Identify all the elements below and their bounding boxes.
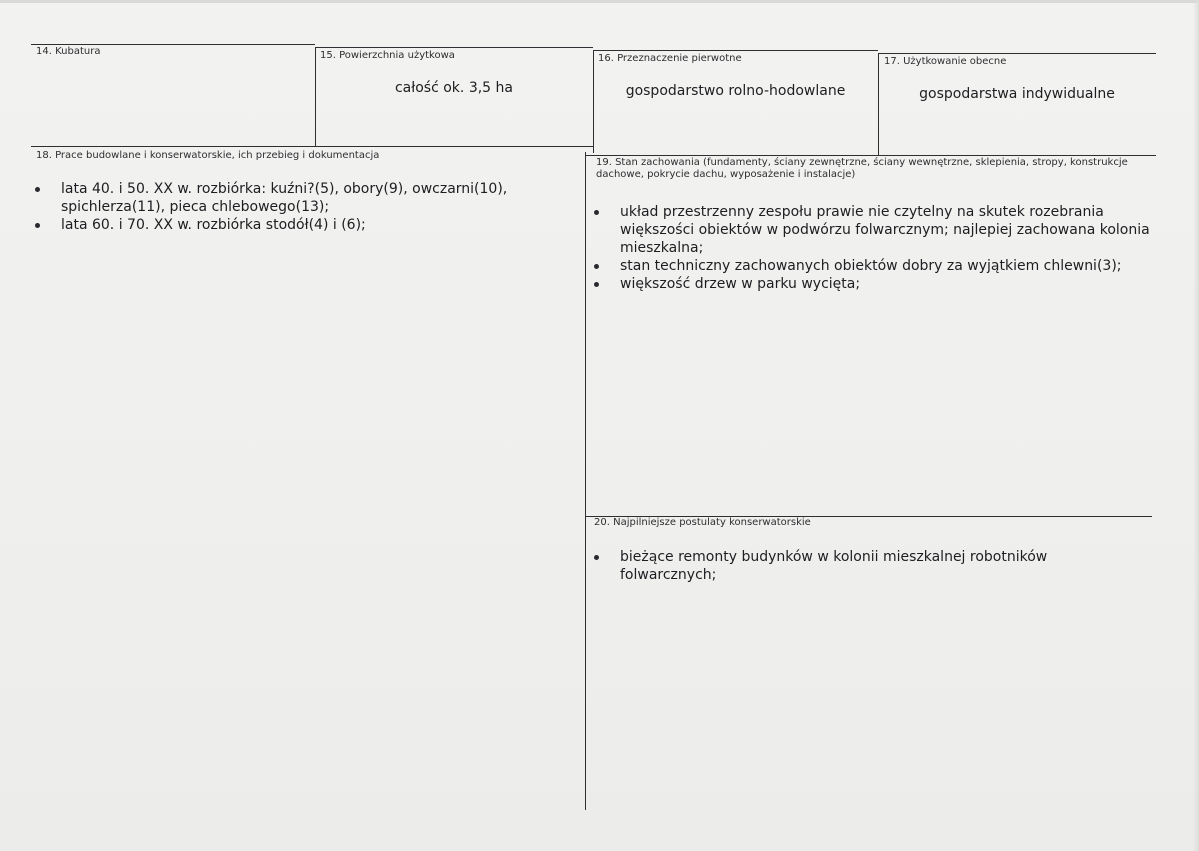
row1-top-line (31, 44, 315, 45)
field-20-label: 20. Najpilniejsze postulaty konserwatorskie (594, 517, 811, 528)
field-15-value: całość ok. 3,5 ha (394, 80, 513, 96)
list-item-text: stan techniczny zachowanych obiektów dobry za wyjątkiem chlewni(3); (620, 258, 1122, 274)
field-16-label: 16. Przeznaczenie pierwotne (598, 53, 742, 64)
field-14-label: 14. Kubatura (36, 46, 101, 57)
col-divider-16 (593, 50, 594, 153)
col-divider-main (585, 152, 586, 810)
bullet-icon (35, 223, 40, 228)
bullet-icon (594, 210, 599, 215)
list-item-text: lata 60. i 70. XX w. rozbiórka stodół(4) i (6); (61, 217, 366, 233)
bullet-icon (35, 187, 40, 192)
field-19-list (592, 203, 1152, 293)
row1-top-line (315, 47, 593, 48)
list-item (592, 548, 1072, 584)
list-item-text: bieżące remonty budynków w kolonii mieszkalnej robotników folwarcznych; (620, 549, 1048, 583)
list-item-text: większość drzew w parku wycięta; (620, 276, 861, 292)
list-item-text: układ przestrzenny zespołu prawie nie czytelny na skutek rozebrania większości obiektów w podwórzu folwarcznym; najlepiej zachowana kolonia mieszkalna; (620, 204, 1150, 256)
sheet-right-edge (1193, 0, 1199, 851)
field-17-label: 17. Użytkowanie obecne (884, 56, 1007, 67)
list-item (592, 257, 1152, 275)
field-18-list (33, 180, 553, 234)
field-16-value: gospodarstwo rolno-hodowlane (625, 83, 846, 99)
bullet-icon (594, 282, 599, 287)
field-15-label: 15. Powierzchnia użytkowa (320, 50, 455, 61)
list-item (33, 216, 553, 234)
row2-top-line (31, 146, 593, 147)
list-item-text: lata 40. i 50. XX w. rozbiórka: kuźni?(5), obory(9), owczarni(10), spichlerza(11), pieca chlebowego(13); (61, 181, 508, 215)
field-19-label: 19. Stan zachowania (fundamenty, ściany zewnętrzne, ściany wewnętrzne, sklepienia, stropy, konstrukcje dachowe, pokrycie dachu, wyposażenie i instalacje) (596, 157, 1128, 180)
field-18-label: 18. Prace budowlane i konserwatorskie, ich przebieg i dokumentacja (36, 150, 380, 161)
list-item (592, 275, 1152, 293)
field-20-list (592, 548, 1072, 584)
bullet-icon (594, 555, 599, 560)
col-divider-17 (878, 53, 879, 155)
row1-top-line (593, 50, 878, 51)
field-17-value: gospodarstwa indywidualne (919, 86, 1115, 102)
row1-top-line (878, 53, 1156, 54)
list-item (33, 180, 553, 216)
row2-top-line (586, 155, 1156, 156)
bullet-icon (594, 264, 599, 269)
sheet-top-edge (0, 0, 1199, 3)
list-item (592, 203, 1152, 257)
